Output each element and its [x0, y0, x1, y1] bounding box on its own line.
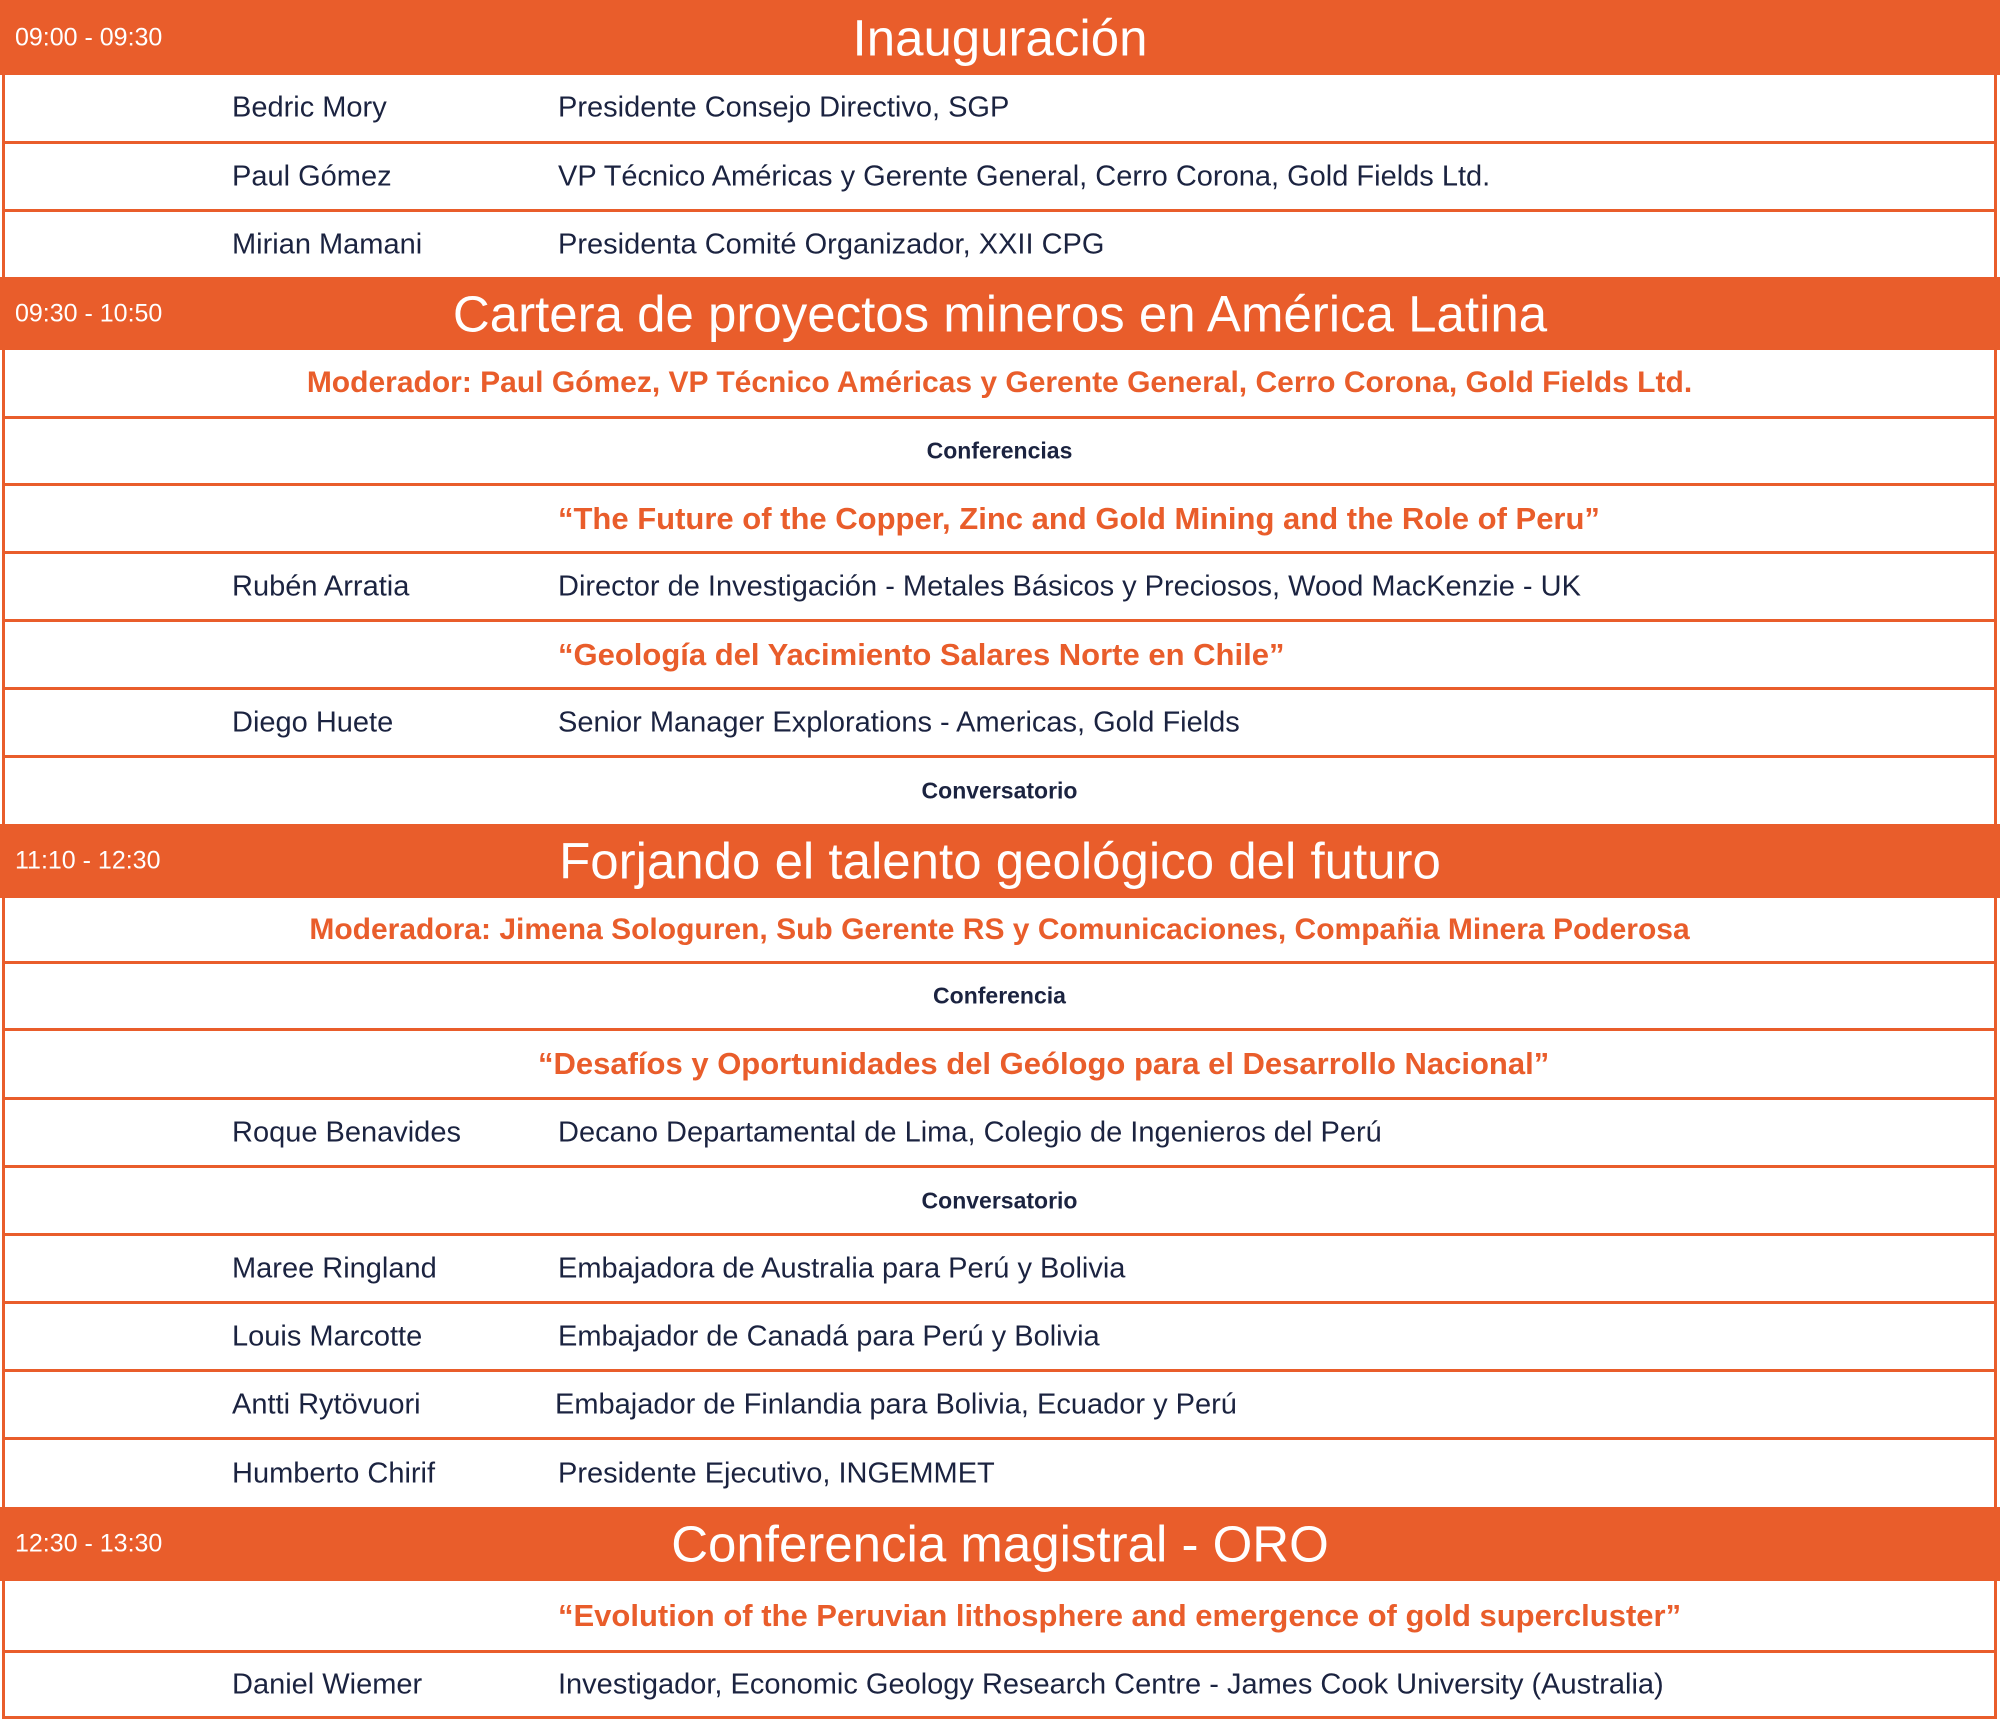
- speaker-role: Investigador, Economic Geology Research Centre - James Cook University (Australia): [558, 1668, 1664, 1700]
- speaker-name: Bedric Mory: [232, 91, 387, 124]
- moderator-row: [2, 898, 1997, 964]
- speaker-row: [2, 1372, 1997, 1440]
- section-label: Conferencias: [926, 437, 1073, 464]
- speaker-role: Director de Investigación - Metales Básicos y Preciosos, Wood MacKenzie - UK: [558, 570, 1581, 602]
- talk-title: “Geología del Yacimiento Salares Norte en Chile”: [558, 636, 1285, 672]
- session-header: [0, 0, 2000, 75]
- session-time: 12:30 - 13:30: [15, 1529, 163, 1558]
- speaker-role: Senior Manager Explorations - Americas, Gold Fields: [558, 706, 1240, 738]
- session-title: Forjando el talento geológico del futuro: [559, 832, 1441, 890]
- talk-title-row: [2, 622, 1997, 690]
- section-label: Conferencia: [933, 982, 1066, 1009]
- session-time: 09:00 - 09:30: [15, 23, 163, 51]
- moderator-text: Moderador: Paul Gómez, VP Técnico Américas y Gerente General, Cerro Corona, Gold Fields Ltd.: [306, 366, 1693, 399]
- speaker-name: Maree Ringland: [232, 1252, 437, 1284]
- session-time: 11:10 - 12:30: [15, 846, 161, 875]
- session-time: 09:30 - 10:50: [15, 299, 163, 327]
- section-row: [2, 758, 1997, 824]
- speaker-row: [2, 212, 1997, 277]
- section-row: [2, 1168, 1997, 1236]
- talk-title-row: [2, 1031, 1997, 1100]
- speaker-name: Paul Gómez: [232, 160, 392, 192]
- session-header: [0, 277, 2000, 350]
- speaker-role: Presidenta Comité Organizador, XXII CPG: [558, 228, 1105, 260]
- talk-title-row: [2, 1581, 1997, 1653]
- speaker-name: Daniel Wiemer: [232, 1668, 423, 1700]
- moderator-text: Moderadora: Jimena Sologuren, Sub Gerente RS y Comunicaciones, Compañia Minera Poderosa: [309, 912, 1690, 946]
- moderator-row: [2, 350, 1997, 419]
- session-header: [0, 1507, 2000, 1581]
- section-row: [2, 964, 1997, 1031]
- section-row: [2, 419, 1997, 486]
- speaker-name: Antti Rytövuori: [232, 1388, 421, 1420]
- speaker-row: [2, 144, 1997, 212]
- speaker-row: [2, 1236, 1997, 1304]
- talk-title: “Evolution of the Peruvian lithosphere and emergence of gold supercluster”: [558, 1597, 1682, 1633]
- speaker-row: [2, 1304, 1997, 1372]
- speaker-row: [2, 1100, 1997, 1168]
- session-title: Conferencia magistral - ORO: [671, 1515, 1329, 1573]
- speaker-row: [2, 690, 1997, 758]
- speaker-name: Humberto Chirif: [232, 1457, 436, 1489]
- talk-title: “The Future of the Copper, Zinc and Gold Mining and the Role of Peru”: [558, 500, 1600, 536]
- speaker-role: Embajadora de Australia para Perú y Bolivia: [558, 1252, 1126, 1284]
- speaker-row: [2, 554, 1997, 622]
- speaker-name: Louis Marcotte: [232, 1320, 423, 1352]
- session-header: [0, 824, 2000, 898]
- session-title: Cartera de proyectos mineros en América Latina: [452, 285, 1548, 342]
- speaker-role: Embajador de Finlandia para Bolivia, Ecuador y Perú: [555, 1388, 1237, 1420]
- talk-title: “Desafíos y Oportunidades del Geólogo para el Desarrollo Nacional”: [538, 1046, 1550, 1081]
- speaker-name: Rubén Arratia: [232, 570, 410, 602]
- section-label: Conversatorio: [921, 777, 1078, 804]
- talk-title-row: [2, 486, 1997, 554]
- speaker-role: Presidente Ejecutivo, INGEMMET: [558, 1457, 995, 1489]
- speaker-row: [2, 1653, 1997, 1719]
- session-title: Inauguración: [852, 9, 1148, 66]
- section-label: Conversatorio: [921, 1187, 1078, 1213]
- speaker-name: Diego Huete: [232, 706, 394, 738]
- speaker-row: [2, 1440, 1997, 1507]
- speaker-role: VP Técnico Américas y Gerente General, Cerro Corona, Gold Fields Ltd.: [558, 160, 1491, 192]
- speaker-role: Presidente Consejo Directivo, SGP: [558, 91, 1010, 124]
- speaker-row: [2, 75, 1997, 144]
- speaker-role: Decano Departamental de Lima, Colegio de Ingenieros del Perú: [558, 1116, 1382, 1148]
- speaker-role: Embajador de Canadá para Perú y Bolivia: [558, 1320, 1100, 1352]
- speaker-name: Mirian Mamani: [232, 228, 423, 260]
- speaker-name: Roque Benavides: [232, 1116, 461, 1148]
